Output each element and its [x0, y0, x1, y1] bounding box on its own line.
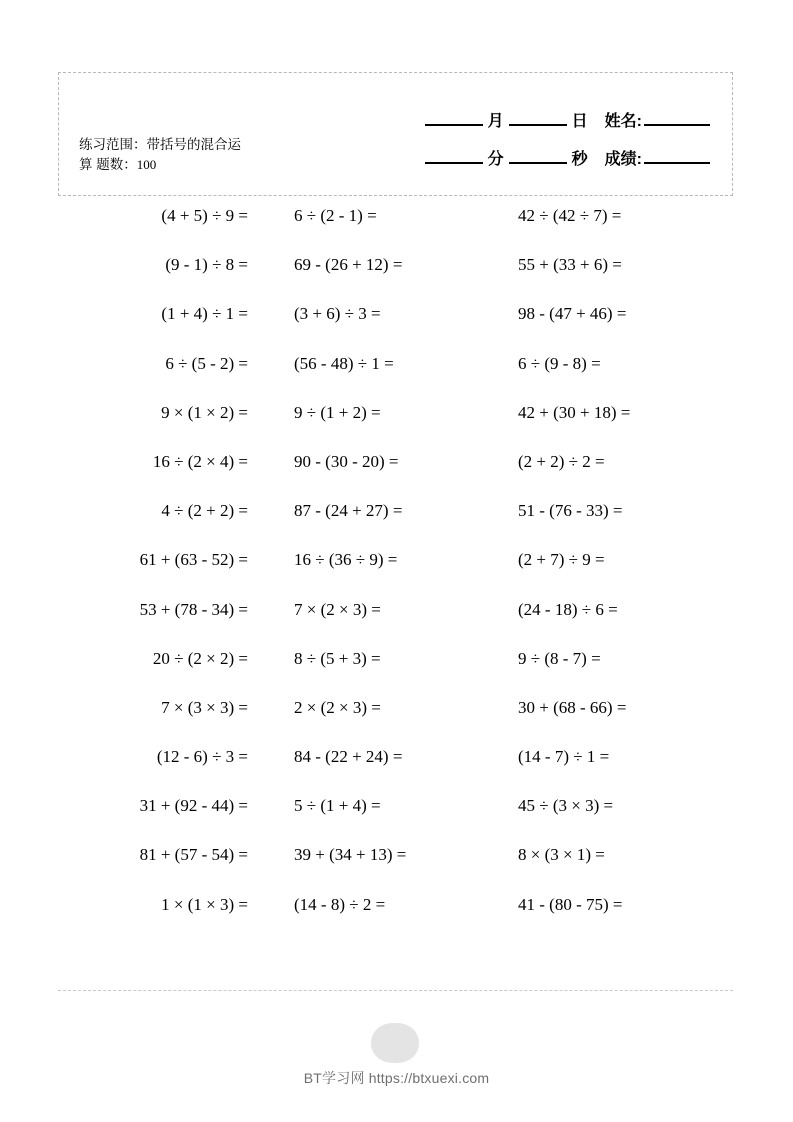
problem-row: [58, 401, 733, 450]
problem-row: [58, 548, 733, 597]
problem-item: 84 - (22 + 24) =: [294, 747, 403, 767]
problem-item: 90 - (30 - 20) =: [294, 451, 399, 471]
problem-row: [58, 843, 733, 892]
minute-label: 分: [487, 151, 504, 168]
problem-item: (1 + 4) ÷ 1 =: [161, 304, 248, 324]
problem-item: 8 × (3 × 1) =: [518, 845, 605, 865]
problem-item: (14 - 7) ÷ 1 =: [518, 747, 610, 767]
footer-site-text: BT学习网 https://btxuexi.com: [303, 1070, 490, 1086]
date-row: [382, 93, 712, 131]
second-blank[interactable]: [509, 162, 567, 164]
problem-item: 69 - (26 + 12) =: [294, 255, 403, 275]
time-row: [382, 131, 712, 169]
footer-divider: [58, 990, 733, 991]
day-label: 日: [571, 113, 588, 130]
problem-row: [58, 204, 733, 253]
problem-item: (2 + 2) ÷ 2 =: [518, 451, 605, 471]
problem-item: 41 - (80 - 75) =: [518, 894, 623, 914]
practice-range-block: [79, 135, 329, 175]
day-blank[interactable]: [509, 124, 567, 126]
problem-row: [58, 352, 733, 401]
problem-item: 87 - (24 + 27) =: [294, 501, 403, 521]
problem-row: [58, 598, 733, 647]
problem-item: 98 - (47 + 46) =: [518, 304, 627, 324]
problem-item: 5 ÷ (1 + 4) =: [294, 796, 381, 816]
problem-item: 8 ÷ (5 + 3) =: [294, 648, 381, 668]
problem-item: 51 - (76 - 33) =: [518, 501, 623, 521]
problem-item: 4 ÷ (2 + 2) =: [161, 501, 248, 521]
problem-item: 39 + (34 + 13) =: [294, 845, 407, 865]
practice-count-line: [79, 155, 329, 175]
name-label: 姓名:: [604, 113, 642, 130]
worksheet-header-box: [58, 72, 733, 196]
problem-item: 81 + (57 - 54) =: [139, 845, 248, 865]
minute-blank[interactable]: [425, 162, 483, 164]
score-blank[interactable]: [644, 162, 710, 164]
practice-range-line1: 练习范围：带括号的混合运: [79, 137, 241, 152]
problem-item: (14 - 8) ÷ 2 =: [294, 894, 386, 914]
problem-item: 55 + (33 + 6) =: [518, 255, 622, 275]
problem-item: 20 ÷ (2 × 2) =: [152, 648, 248, 668]
problem-item: (12 - 6) ÷ 3 =: [156, 747, 248, 767]
problem-item: 7 × (2 × 3) =: [294, 599, 381, 619]
problem-item: 9 ÷ (1 + 2) =: [294, 402, 381, 422]
problem-item: (24 - 18) ÷ 6 =: [518, 599, 618, 619]
practice-count-label: 算 题数：: [79, 157, 137, 172]
problem-item: 45 ÷ (3 × 3) =: [518, 796, 614, 816]
problem-item: (56 - 48) ÷ 1 =: [294, 353, 394, 373]
problem-row: [58, 450, 733, 499]
problem-item: 31 + (92 - 44) =: [139, 796, 248, 816]
name-blank[interactable]: [644, 124, 710, 126]
problem-item: 6 ÷ (5 - 2) =: [165, 353, 248, 373]
score-label: 成绩:: [604, 151, 642, 168]
problem-row: [58, 499, 733, 548]
second-label: 秒: [571, 151, 588, 168]
problem-item: 42 ÷ (42 ÷ 7) =: [518, 206, 622, 225]
problem-item: 30 + (68 - 66) =: [518, 697, 627, 717]
footer-watermark-shape: [371, 1023, 419, 1063]
problem-row: [58, 696, 733, 745]
problem-item: 42 + (30 + 18) =: [518, 402, 631, 422]
problem-item: 6 ÷ (9 - 8) =: [518, 353, 601, 373]
problem-item: (3 + 6) ÷ 3 =: [294, 304, 381, 324]
problem-row: [58, 745, 733, 794]
problem-row: [58, 647, 733, 696]
problem-item: (9 - 1) ÷ 8 =: [165, 255, 248, 275]
problem-item: 53 + (78 - 34) =: [139, 599, 248, 619]
problem-item: 9 ÷ (8 - 7) =: [518, 648, 601, 668]
problem-grid: [58, 204, 733, 942]
month-blank[interactable]: [425, 124, 483, 126]
problem-item: 16 ÷ (36 ÷ 9) =: [294, 550, 398, 570]
problem-row: [58, 253, 733, 302]
problem-row: [58, 302, 733, 351]
problem-row: [58, 794, 733, 843]
problem-item: 6 ÷ (2 - 1) =: [294, 206, 377, 225]
problem-item: 61 + (63 - 52) =: [139, 550, 248, 570]
problem-item: 16 ÷ (2 × 4) =: [152, 451, 248, 471]
problem-item: (2 + 7) ÷ 9 =: [518, 550, 605, 570]
practice-count-value: 100: [136, 157, 157, 172]
worksheet-meta-rows: [382, 93, 712, 169]
problem-row: [58, 893, 733, 942]
problem-item: 2 × (2 × 3) =: [294, 697, 381, 717]
problem-item: (4 + 5) ÷ 9 =: [161, 206, 248, 225]
month-label: 月: [487, 113, 504, 130]
problem-item: 7 × (3 × 3) =: [161, 697, 248, 717]
problem-item: 1 × (1 × 3) =: [161, 894, 248, 914]
problem-item: 9 × (1 × 2) =: [161, 402, 248, 422]
